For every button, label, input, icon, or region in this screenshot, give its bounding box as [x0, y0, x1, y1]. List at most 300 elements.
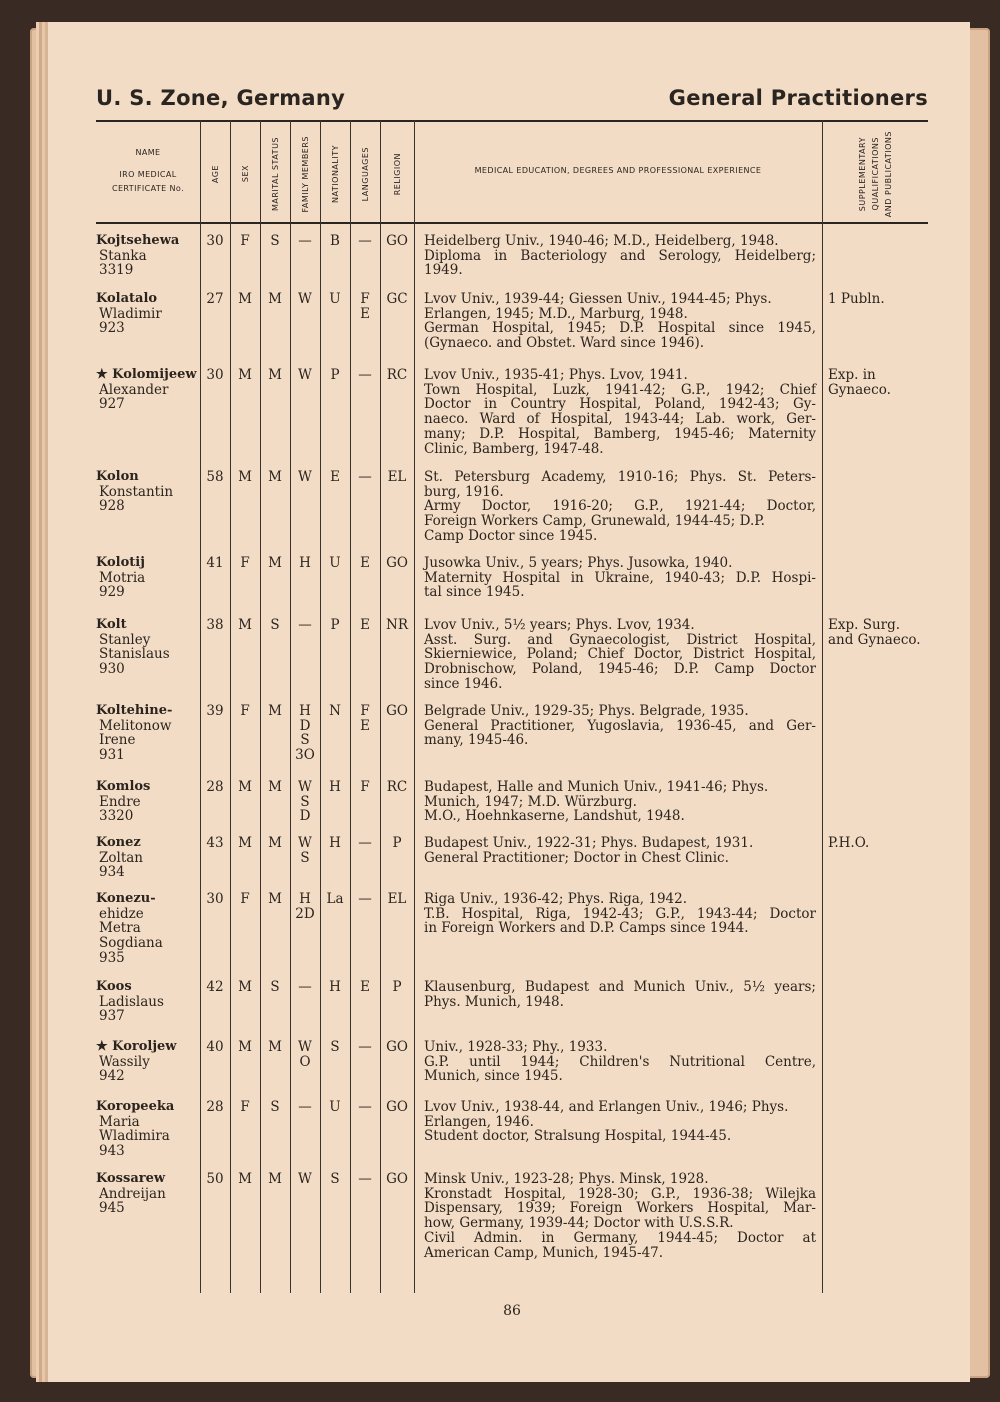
education-line: General Practitioner, Yugoslavia, 1936-45, and Ger-: [424, 717, 816, 734]
religion-cell-value: RC: [386, 367, 408, 383]
marital-status-cell-value: M: [268, 835, 282, 851]
religion-cell: [380, 1100, 414, 1115]
religion-cell: [380, 1040, 414, 1055]
education-cell: [424, 618, 816, 692]
sex-cell-value: M: [238, 469, 252, 485]
education-line: Jusowka Univ., 5 years; Phys. Jusowka, 1940.: [424, 555, 733, 571]
marital-status-cell: [260, 368, 290, 383]
marital-status-cell-value: M: [268, 1039, 282, 1055]
education-line: since 1946.: [424, 675, 503, 692]
family-member-code: —: [298, 617, 312, 633]
language-code: —: [358, 1171, 372, 1187]
name-cell: [96, 368, 200, 412]
education-cell: [424, 556, 816, 600]
nationality-cell-value: N: [329, 703, 341, 719]
given-name: Stanka: [99, 247, 147, 264]
family-member-code: W: [298, 779, 312, 795]
education-line: Lvov Univ., 5½ years; Phys. Lvov, 1934.: [424, 617, 695, 633]
given-name: Zoltan: [99, 849, 143, 866]
languages-cell: [350, 618, 380, 633]
given-name: Metra: [99, 920, 141, 937]
education-cell: [424, 780, 816, 824]
education-line: General Practitioner; Doctor in Chest Clinic.: [424, 849, 729, 866]
education-line: Student doctor, Stralsung Hospital, 1944-45.: [424, 1128, 732, 1145]
name-cell: [96, 618, 200, 677]
nationality-cell: [320, 234, 350, 249]
header-age: [200, 128, 230, 220]
certificate-number: 928: [99, 498, 125, 515]
given-name: Irene: [99, 732, 136, 749]
sex-cell-value: M: [238, 835, 252, 851]
header-family: [290, 128, 320, 220]
family-members-cell: [290, 1172, 320, 1187]
family-member-code: H: [299, 555, 311, 571]
age-cell: [200, 836, 230, 851]
header-supplementary-line: AND PUBLICATIONS: [883, 130, 893, 218]
given-name: Alexander: [99, 381, 169, 398]
marital-status-cell-value: S: [270, 617, 280, 633]
marital-status-cell: [260, 780, 290, 795]
education-line: Skierniewice, Poland; Chief Doctor, District Hospital,: [424, 646, 816, 663]
education-line: Clinic, Bamberg, 1947-48.: [424, 440, 604, 457]
marital-status-cell-value: M: [268, 291, 282, 307]
nationality-cell-value: U: [329, 291, 341, 307]
languages-cell: [350, 1040, 380, 1055]
sex-cell: [230, 980, 260, 995]
education-line: tal since 1945.: [424, 584, 525, 601]
nationality-cell-value: H: [329, 979, 341, 995]
marital-status-cell: [260, 470, 290, 485]
name-cell: [96, 1040, 200, 1084]
age-cell-value: 30: [206, 891, 224, 907]
running-head: [96, 86, 928, 116]
marital-status-cell: [260, 892, 290, 907]
education-line: Civil Admin. in Germany, 1944-45; Doctor at: [424, 1229, 816, 1246]
education-line: Maternity Hospital in Ukraine, 1940-43; D.P. Hospi-: [424, 569, 816, 586]
age-cell-value: 40: [206, 1039, 224, 1055]
family-members-cell: [290, 556, 320, 571]
family-member-code: H: [299, 703, 311, 719]
surname: Koltehine-: [96, 703, 173, 718]
marital-status-cell: [260, 556, 290, 571]
religion-cell-value: P: [392, 979, 402, 995]
given-name: Wassily: [99, 1053, 150, 1070]
nationality-cell-value: S: [330, 1039, 340, 1055]
sex-cell: [230, 556, 260, 571]
family-member-code: W: [298, 367, 312, 383]
certificate-number: 942: [99, 1068, 125, 1085]
marital-status-cell-value: M: [268, 367, 282, 383]
given-name: Motria: [99, 569, 146, 586]
education-line: American Camp, Munich, 1945-47.: [424, 1244, 664, 1261]
supplementary-line: and Gynaeco.: [828, 631, 921, 648]
header-name-line: IRO MEDICAL: [119, 170, 177, 179]
marital-status-cell-value: M: [268, 555, 282, 571]
sex-cell: [230, 1172, 260, 1187]
supplementary-line: Exp. in: [828, 367, 876, 383]
sex-cell: [230, 836, 260, 851]
certificate-number: 930: [99, 661, 125, 678]
given-name: Andreijan: [99, 1185, 166, 1202]
religion-cell: [380, 780, 414, 795]
sex-cell-value: F: [240, 555, 250, 571]
name-cell: [96, 292, 200, 336]
sex-cell-value: M: [238, 779, 252, 795]
education-line: many, 1945-46.: [424, 732, 529, 749]
header-name-line: CERTIFICATE No.: [111, 184, 185, 193]
marital-status-cell: [260, 1172, 290, 1187]
sex-cell: [230, 892, 260, 907]
given-name: Melitonow: [99, 717, 172, 734]
family-member-code: W: [298, 469, 312, 485]
family-member-code: S: [300, 732, 310, 749]
family-members-cell: [290, 470, 320, 485]
education-line: German Hospital, 1945; D.P. Hospital since 1945,: [424, 320, 816, 337]
language-code: E: [360, 305, 370, 322]
education-line: Riga Univ., 1936-42; Phys. Riga, 1942.: [424, 891, 688, 907]
family-member-code: D: [299, 808, 311, 825]
education-line: Dispensary, 1939; Foreign Workers Hospital, Mar-: [424, 1200, 816, 1217]
header-nationality-label: NATIONALITY: [330, 145, 340, 203]
education-line: Munich, 1947; M.D. Würzburg.: [424, 793, 637, 810]
sex-cell-value: F: [240, 233, 250, 249]
age-cell-value: 38: [206, 617, 224, 633]
nationality-cell-value: P: [330, 367, 340, 383]
certificate-number: 937: [99, 1008, 125, 1025]
supplementary-cell: [828, 292, 928, 307]
sex-cell-value: M: [238, 979, 252, 995]
marital-status-cell: [260, 1100, 290, 1115]
education-cell: [424, 292, 816, 351]
nationality-cell-value: H: [329, 835, 341, 851]
age-cell: [200, 556, 230, 571]
surname: Kojtsehewa: [96, 233, 180, 248]
header-religion-label: RELIGION: [392, 152, 402, 196]
marital-status-cell-value: M: [268, 469, 282, 485]
name-cell: [96, 780, 200, 824]
surname: Kolotij: [96, 555, 145, 570]
nationality-cell-value: P: [330, 617, 340, 633]
running-head-left: U. S. Zone, Germany: [96, 86, 346, 110]
header-education: MEDICAL EDUCATION, DEGREES AND PROFESSIONAL EXPERIENCE: [474, 166, 762, 175]
family-members-cell: [290, 1040, 320, 1069]
religion-cell: [380, 618, 414, 633]
sex-cell-value: M: [238, 1171, 252, 1187]
surname: Konezu-: [96, 891, 156, 906]
certificate-number: 931: [99, 747, 125, 764]
age-cell: [200, 892, 230, 907]
family-member-code: 3O: [295, 747, 315, 764]
nationality-cell: [320, 368, 350, 383]
education-line: Kronstadt Hospital, 1928-30; G.P., 1936-38; Wilejka: [424, 1185, 816, 1202]
languages-cell: [350, 980, 380, 995]
name-cell: [96, 704, 200, 763]
name-cell: [96, 234, 200, 278]
age-cell-value: 39: [206, 703, 224, 719]
age-cell: [200, 470, 230, 485]
religion-cell-value: EL: [387, 891, 407, 907]
education-line: Lvov Univ., 1939-44; Giessen Univ., 1944-45; Phys.: [424, 291, 772, 307]
marital-status-cell: [260, 234, 290, 249]
religion-cell: [380, 704, 414, 719]
age-cell: [200, 980, 230, 995]
education-line: Phys. Munich, 1948.: [424, 993, 564, 1010]
certificate-number: 927: [99, 396, 125, 413]
languages-cell: [350, 836, 380, 851]
age-cell: [200, 1100, 230, 1115]
name-cell: [96, 556, 200, 600]
supplementary-line: Gynaeco.: [828, 381, 891, 398]
religion-cell: [380, 836, 414, 851]
nationality-cell-value: S: [330, 1171, 340, 1187]
education-line: Foreign Workers Camp, Grunewald, 1944-45; D.P.: [424, 513, 765, 530]
marital-status-cell-value: M: [268, 703, 282, 719]
family-member-code: W: [298, 835, 312, 851]
header-marital-label: MARITAL STATUS: [270, 136, 280, 212]
header-family-label: FAMILY MEMBERS: [300, 135, 310, 213]
age-cell: [200, 1040, 230, 1055]
sex-cell: [230, 1040, 260, 1055]
education-line: Lvov Univ., 1938-44, and Erlangen Univ., 1946; Phys.: [424, 1099, 789, 1115]
marital-status-cell-value: S: [270, 233, 280, 249]
age-cell-value: 28: [206, 1099, 224, 1115]
age-cell: [200, 1172, 230, 1187]
given-name: Wladimira: [99, 1128, 170, 1145]
header-sex: [230, 128, 260, 220]
age-cell-value: 58: [206, 469, 224, 485]
surname: Kolt: [96, 617, 127, 632]
certificate-number: 934: [99, 864, 125, 881]
age-cell-value: 30: [206, 367, 224, 383]
certificate-number: 943: [99, 1143, 125, 1160]
given-name: Sogdiana: [99, 935, 163, 952]
education-cell: [424, 1172, 816, 1260]
religion-cell: [380, 292, 414, 307]
education-cell: [424, 1040, 816, 1084]
header-languages: [350, 128, 380, 220]
nationality-cell: [320, 1172, 350, 1187]
age-cell: [200, 368, 230, 383]
header-supplementary: [822, 128, 928, 220]
education-line: St. Petersburg Academy, 1910-16; Phys. St. Peters-: [424, 469, 816, 485]
name-cell: [96, 836, 200, 880]
name-cell: [96, 470, 200, 514]
education-line: Munich, since 1945.: [424, 1068, 563, 1085]
nationality-cell: [320, 1040, 350, 1055]
marital-status-cell-value: S: [270, 1099, 280, 1115]
given-name: Wladimir: [99, 305, 162, 322]
education-line: 1949.: [424, 262, 463, 279]
supplementary-line: P.H.O.: [828, 835, 870, 851]
education-line: Budapest, Halle and Munich Univ., 1941-46; Phys.: [424, 779, 769, 795]
family-member-code: W: [298, 1039, 312, 1055]
religion-cell: [380, 980, 414, 995]
supplementary-line: Exp. Surg.: [828, 617, 901, 633]
education-cell: [424, 470, 816, 544]
family-member-code: W: [298, 291, 312, 307]
religion-cell-value: GC: [386, 291, 408, 307]
religion-cell-value: GO: [386, 1099, 408, 1115]
education-line: Town Hospital, Luzk, 1941-42; G.P., 1942; Chief: [424, 381, 816, 398]
family-members-cell: [290, 980, 320, 995]
nationality-cell-value: U: [329, 1099, 341, 1115]
nationality-cell: [320, 836, 350, 851]
nationality-cell: [320, 556, 350, 571]
given-name: Stanley: [99, 631, 151, 648]
education-cell: [424, 1100, 816, 1144]
header-marital: [260, 128, 290, 220]
surname: Kolatalo: [96, 291, 158, 306]
nationality-cell: [320, 980, 350, 995]
family-member-code: S: [300, 793, 310, 810]
sex-cell: [230, 368, 260, 383]
education-cell: [424, 234, 816, 278]
religion-cell: [380, 556, 414, 571]
nationality-cell-value: La: [326, 891, 344, 907]
marital-status-cell: [260, 292, 290, 307]
language-code: —: [358, 1099, 372, 1115]
family-members-cell: [290, 892, 320, 921]
nationality-cell-value: U: [329, 555, 341, 571]
education-line: Belgrade Univ., 1929-35; Phys. Belgrade, 1935.: [424, 703, 749, 719]
nationality-cell: [320, 892, 350, 907]
certificate-number: 923: [99, 320, 125, 337]
languages-cell: [350, 780, 380, 795]
family-members-cell: [290, 618, 320, 633]
marital-status-cell-value: S: [270, 979, 280, 995]
education-line: Asst. Surg. and Gynaecologist, District Hospital,: [424, 631, 816, 648]
languages-cell: [350, 892, 380, 907]
education-line: burg, 1916.: [424, 483, 504, 500]
language-code: E: [360, 717, 370, 734]
language-code: —: [358, 891, 372, 907]
age-cell: [200, 234, 230, 249]
education-line: Army Doctor, 1916-20; G.P., 1921-44; Doctor,: [424, 498, 816, 515]
sex-cell: [230, 704, 260, 719]
languages-cell: [350, 1172, 380, 1187]
certificate-number: 935: [99, 949, 125, 966]
religion-cell: [380, 234, 414, 249]
language-code: F: [360, 703, 370, 719]
header-sex-label: SEX: [240, 165, 250, 183]
header-religion: [380, 128, 414, 220]
languages-cell: [350, 470, 380, 485]
certificate-number: 929: [99, 584, 125, 601]
religion-cell-value: GO: [386, 1039, 408, 1055]
family-members-cell: [290, 1100, 320, 1115]
language-code: —: [358, 469, 372, 485]
supplementary-cell: [828, 618, 928, 647]
column-divider: [822, 120, 823, 1293]
nationality-cell-value: H: [329, 779, 341, 795]
nationality-cell: [320, 704, 350, 719]
education-line: Klausenburg, Budapest and Munich Univ., 5½ years;: [424, 979, 816, 995]
religion-cell: [380, 1172, 414, 1187]
family-member-code: W: [298, 1171, 312, 1187]
age-cell-value: 50: [206, 1171, 224, 1187]
age-cell-value: 42: [206, 979, 224, 995]
sex-cell-value: F: [240, 703, 250, 719]
surname: Kolon: [96, 469, 139, 484]
education-line: many; D.P. Hospital, Bamberg, 1945-46; Maternity: [424, 425, 816, 442]
marital-status-cell: [260, 704, 290, 719]
certificate-number: 3319: [99, 262, 134, 279]
languages-cell: [350, 704, 380, 733]
family-member-code: 2D: [295, 905, 315, 922]
given-name: Maria: [99, 1113, 140, 1130]
sex-cell: [230, 292, 260, 307]
language-code: E: [360, 979, 370, 995]
religion-cell-value: RC: [386, 779, 408, 795]
family-members-cell: [290, 836, 320, 865]
given-name: Ladislaus: [99, 993, 164, 1010]
languages-cell: [350, 234, 380, 249]
family-members-cell: [290, 234, 320, 249]
supplementary-cell: [828, 836, 928, 851]
marital-status-cell: [260, 618, 290, 633]
education-line: Univ., 1928-33; Phy., 1933.: [424, 1039, 608, 1055]
education-cell: [424, 892, 816, 936]
nationality-cell: [320, 618, 350, 633]
education-line: naeco. Ward of Hospital, 1943-44; Lab. work, Ger-: [424, 411, 816, 428]
marital-status-cell-value: M: [268, 779, 282, 795]
language-code: —: [358, 1039, 372, 1055]
sex-cell-value: M: [238, 367, 252, 383]
family-member-code: —: [298, 1099, 312, 1115]
header-age-label: AGE: [210, 164, 220, 184]
age-cell: [200, 292, 230, 307]
language-code: —: [358, 233, 372, 249]
education-line: Doctor in Country Hospital, Poland, 1942-43; Gy-: [424, 396, 816, 413]
family-member-code: —: [298, 233, 312, 249]
family-member-code: O: [299, 1053, 311, 1070]
education-line: Lvov Univ., 1935-41; Phys. Lvov, 1941.: [424, 367, 688, 383]
sex-cell: [230, 1100, 260, 1115]
age-cell-value: 30: [206, 233, 224, 249]
education-line: (Gynaeco. and Obstet. Ward since 1946).: [424, 335, 705, 352]
marital-status-cell: [260, 836, 290, 851]
surname: Kossarew: [96, 1171, 166, 1186]
education-line: M.O., Hoehnkaserne, Landshut, 1948.: [424, 808, 685, 825]
age-cell-value: 28: [206, 779, 224, 795]
running-head-right: General Practitioners: [668, 86, 928, 110]
age-cell: [200, 780, 230, 795]
header-supplementary-line: SUPPLEMENTARY: [857, 136, 867, 212]
education-line: how, Germany, 1939-44; Doctor with U.S.S.R.: [424, 1215, 734, 1232]
languages-cell: [350, 368, 380, 383]
nationality-cell-value: B: [330, 233, 340, 249]
table-top-rule: [96, 120, 928, 122]
family-members-cell: [290, 780, 320, 824]
supplementary-cell: [828, 368, 928, 397]
education-line: Camp Doctor since 1945.: [424, 527, 598, 544]
nationality-cell: [320, 470, 350, 485]
supplementary-line: 1 Publn.: [828, 291, 885, 307]
marital-status-cell-value: M: [268, 1171, 282, 1187]
header-name-line: NAME: [135, 148, 161, 157]
surname: Konez: [96, 835, 141, 850]
languages-cell: [350, 1100, 380, 1115]
sex-cell-value: F: [240, 1099, 250, 1115]
sex-cell-value: F: [240, 891, 250, 907]
sex-cell: [230, 234, 260, 249]
language-code: E: [360, 617, 370, 633]
education-line: Erlangen, 1946.: [424, 1113, 534, 1130]
certificate-number: 3320: [99, 808, 134, 825]
education-line: Minsk Univ., 1923-28; Phys. Minsk, 1928.: [424, 1171, 709, 1187]
education-line: Erlangen, 1945; M.D., Marburg, 1948.: [424, 305, 688, 322]
header-bottom-rule: [96, 222, 928, 224]
